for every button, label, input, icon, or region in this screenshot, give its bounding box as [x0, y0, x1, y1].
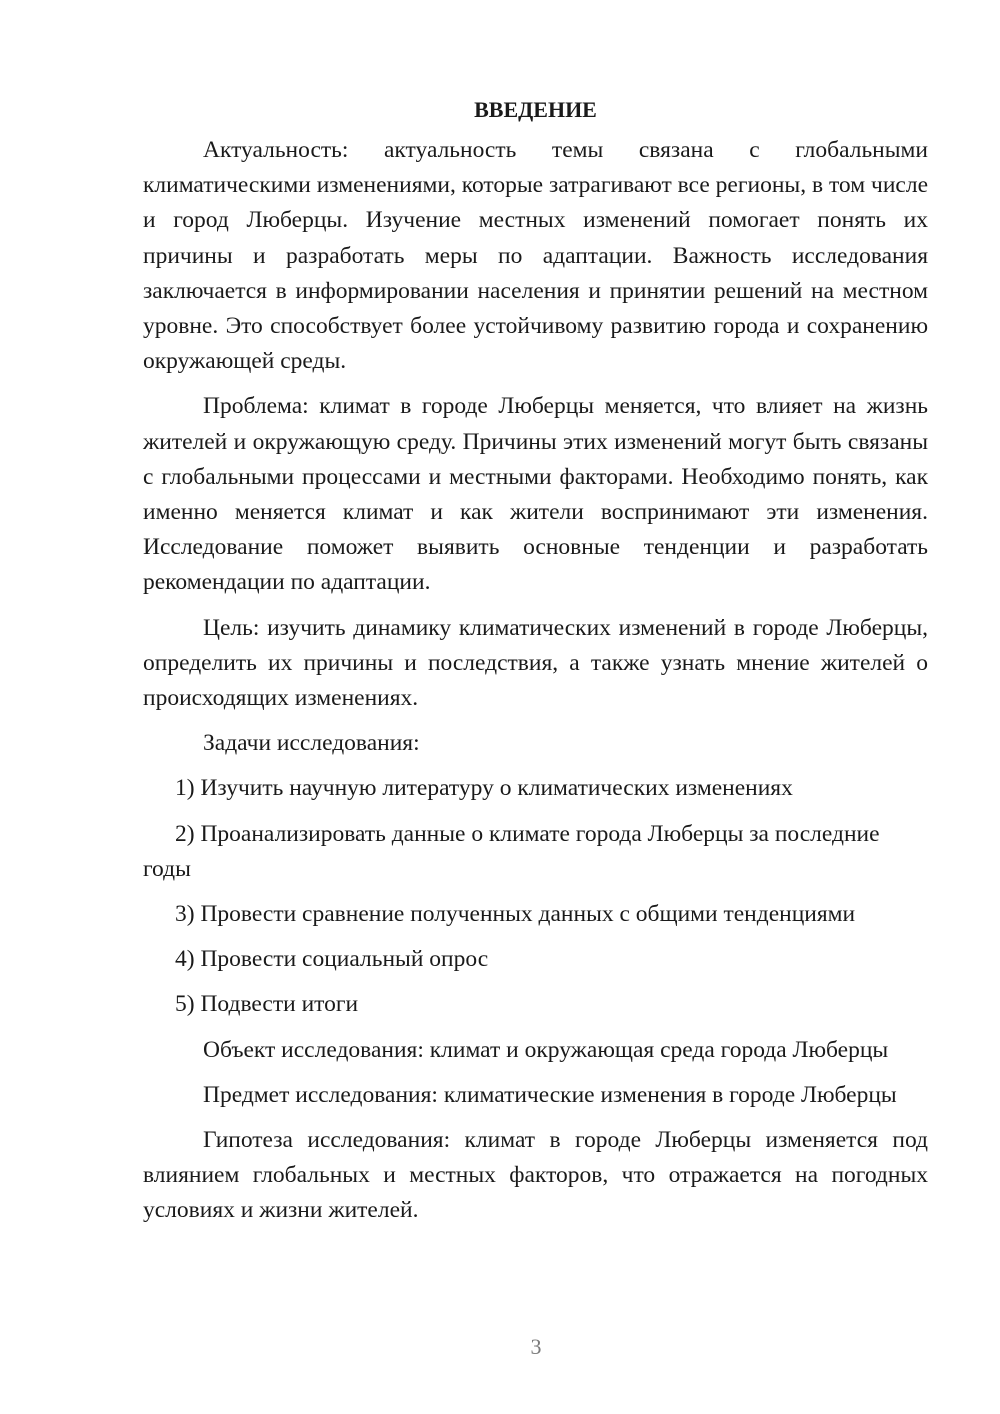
task-item-4: 4) Провести социальный опрос [175, 946, 489, 973]
page-number: 3 [530, 1334, 542, 1359]
goal-paragraph: Цель: изучить динамику климатических изменений в городе Люберцы, определить их причины и последствия, а также узнать мнение жителей о происходящих изменениях. [143, 614, 928, 712]
task-item-5: 5) Подвести итоги [175, 991, 359, 1018]
problem-paragraph: Проблема: климат в городе Люберцы меняется, что влияет на жизнь жителей и окружающую среду. Причины этих изменений могут быть связаны с глобальными процессами и местными факторами. Необходимо понять, как именно меняется климат и как жители воспринимают эти изменения. Исследование поможет выявить основные тенденции и разработать рекомендации по адаптации. [143, 393, 928, 596]
task-item-1: 1) Изучить научную литературу о климатических изменениях [175, 775, 793, 802]
subject-paragraph: Предмет исследования: климатические изменения в городе Люберцы [203, 1081, 897, 1108]
section-heading: ВВЕДЕНИЕ [474, 97, 597, 122]
task-item-2: 2) Проанализировать данные о климате города Люберцы за последние годы [143, 820, 880, 882]
hypothesis-paragraph: Гипотеза исследования: климат в городе Люберцы изменяется под влиянием глобальных и местных факторов, что отражается на погодных условиях и жизни жителей. [143, 1127, 928, 1224]
object-paragraph: Объект исследования: климат и окружающая среда города Люберцы [203, 1036, 889, 1063]
task-item-3: 3) Провести сравнение полученных данных с общими тенденциями [175, 901, 856, 928]
tasks-title: Задачи исследования: [203, 730, 420, 757]
page-content [143, 90, 928, 1239]
relevance-paragraph: Актуальность: актуальность темы связана с глобальными климатическими изменениями, которые затрагивают все регионы, в том числе и город Люберцы. Изучение местных изменений помогает понять их причины и разработать меры по адаптации. Важность исследования заключается в информировании населения и принятии решений на местном уровне. Это способствует более устойчивому развитию города и сохранению окружающей среды. [143, 137, 928, 375]
